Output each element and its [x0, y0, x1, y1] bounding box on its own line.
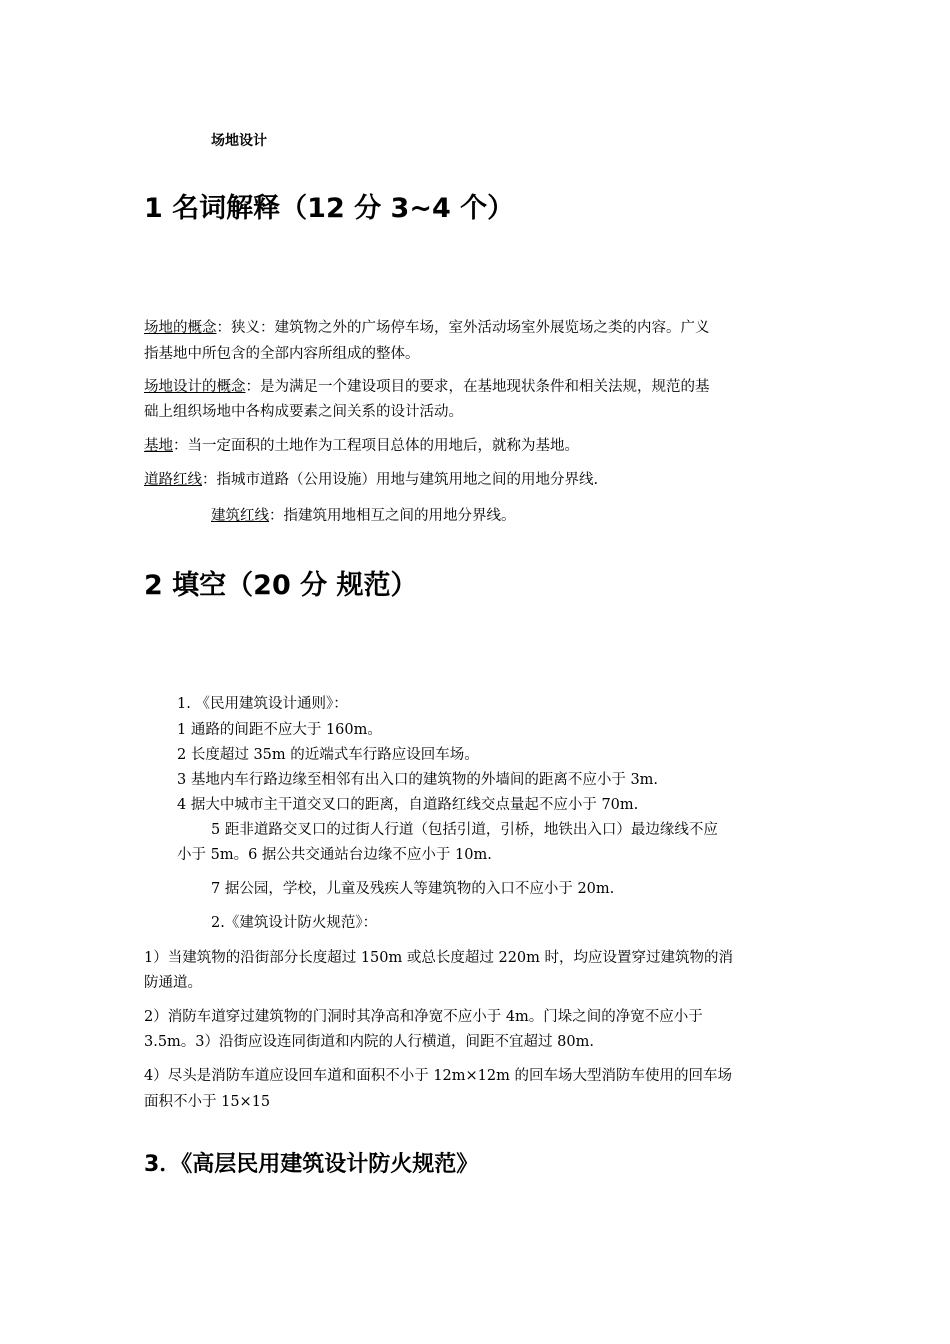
definition-site-design [144, 377, 710, 397]
document-title: 场地设计 [211, 133, 267, 149]
fire-rule: 1）当建筑物的沿街部分长度超过 150m 或总长度超过 220m 时，均应设置穿过建筑物的消 [144, 950, 734, 966]
fire-rule: 2）消防车道穿过建筑物的门洞时其净高和净宽不应小于 4m。门垛之间的净宽不应小于 [144, 1009, 703, 1025]
definition-text-cont: 础上组织场地中各构成要素之间关系的设计活动。 [144, 404, 463, 420]
term-road-red-line: 道路红线 [144, 472, 202, 488]
definition-road-red-line [144, 470, 598, 490]
list-item: 7 据公园，学校，儿童及残疾人等建筑物的入口不应小于 20m. [211, 881, 615, 897]
section2-heading: 2 填空（20 分 规范） [144, 570, 418, 601]
term-building-red-line: 建筑红线 [211, 508, 269, 524]
list-item: 2 长度超过 35m 的近端式车行路应设回车场。 [177, 747, 479, 763]
list-title-civil-code: 1. 《民用建筑设计通则》： [177, 696, 348, 712]
definition-text: ：狭义：建筑物之外的广场停车场，室外活动场室外展览场之类的内容。广义 [216, 320, 710, 336]
definition-text: ：当一定面积的土地作为工程项目总体的用地后，就称为基地。 [173, 438, 579, 454]
list-item: 3 基地内车行路边缘至相邻有出入口的建筑物的外墙间的距离不应小于 3m. [177, 772, 659, 788]
fire-rule-cont: 面积不小于 15×15 [144, 1094, 271, 1110]
definition-text: ：指建筑用地相互之间的用地分界线。 [269, 508, 516, 524]
list-item-cont: 小于 5m。6 据公共交通站台边缘不应小于 10m. [177, 847, 492, 863]
list-item: 5 距非道路交叉口的过街人行道（包括引道，引桥，地铁出入口）最边缘线不应 [211, 822, 718, 838]
fire-rule: 4）尽头是消防车道应设回车道和面积不小于 12m×12m 的回车场大型消防车使用的回车场 [144, 1068, 732, 1084]
list-item: 1 通路的间距不应大于 160m。 [177, 722, 382, 738]
definition-base [144, 436, 579, 456]
definition-site [144, 318, 710, 338]
definition-text: ：指城市道路（公用设施）用地与建筑用地之间的用地分界线. [202, 472, 599, 488]
definition-text-cont: 指基地中所包含的全部内容所组成的整体。 [144, 346, 420, 362]
fire-rule-cont: 防通道。 [144, 975, 202, 991]
definition-text: ：是为满足一个建设项目的要求，在基地现状条件和相关法规，规范的基 [245, 379, 710, 395]
definition-building-red-line [211, 506, 516, 526]
fire-rule-cont: 3.5m。3）沿街应设连同街道和内院的人行横道，间距不宜超过 80m. [144, 1034, 594, 1050]
term-site: 场地的概念 [144, 320, 217, 336]
list-title-fire-code: 2.《建筑设计防火规范》： [211, 915, 378, 931]
list-item: 4 据大中城市主干道交叉口的距离，自道路红线交点量起不应小于 70m. [177, 797, 639, 813]
term-site-design: 场地设计的概念 [144, 379, 246, 395]
term-base: 基地 [144, 438, 173, 454]
section1-heading: 1 名词解释（12 分 3~4 个） [144, 193, 515, 224]
section3-heading: 3．《高层民用建筑设计防火规范》 [144, 1152, 479, 1177]
